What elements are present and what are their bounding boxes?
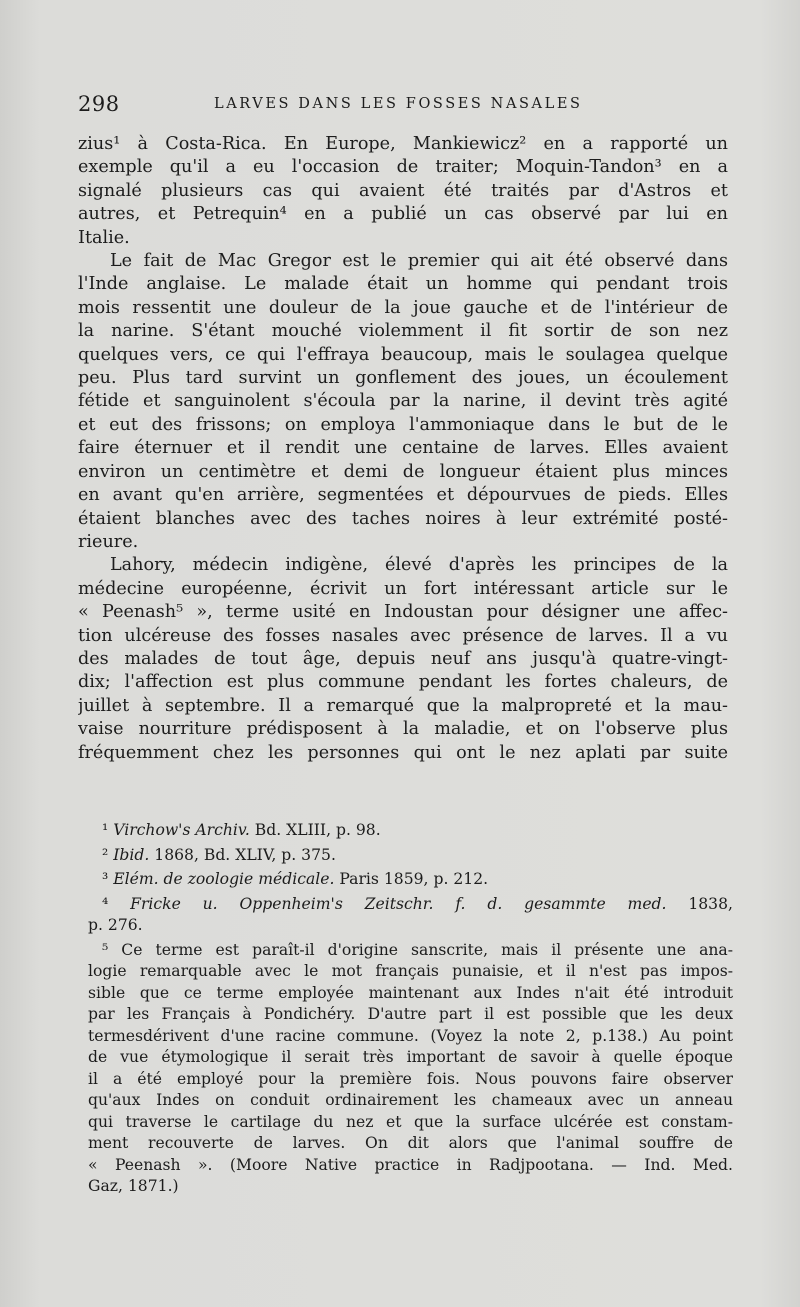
text-line: faire éternuer et il rendit une centaine de larves. Elles avaient [78,438,728,459]
footnote-title: Virchow's Archiv. [113,821,250,839]
footnote-4 [88,894,733,937]
paragraph-1 [78,133,728,250]
footnote-rest: 1868, Bd. XLIV, p. 375. [149,845,336,864]
text-line: fétide et sanguinolent s'écoula par la narine, il devint très agité [78,391,728,412]
footnote-rest: Bd. XLIII, p. 98. [249,821,381,839]
footnote-line: p. 276. [88,916,143,934]
text-line: exemple qu'il a eu l'occasion de traiter; Moquin-Tandon³ en a [78,157,728,178]
footnote-line: il a été employé pour la première fois. Nous pouvons faire observer [88,1069,733,1088]
text-line: Le fait de Mac Gregor est le premier qui ait été observé dans [110,251,728,272]
footnote-line: Gaz, 1871.) [88,1177,179,1195]
footnote-line: ment recouverte de larves. On dit alors que l'animal souffre de [88,1134,733,1152]
text-line: la narine. S'étant mouché violemment il fit sortir de son nez [78,321,728,342]
footnote-line [88,820,733,842]
footnote-mark: ¹ [102,821,109,839]
footnote-line [88,845,733,867]
text-line: mois ressentit une douleur de la joue gauche et de l'intérieur de [78,297,728,318]
page-header [78,92,738,122]
main-text [78,133,728,765]
text-line: quelques vers, ce qui l'effraya beaucoup, mais le soulagea quelque [78,344,728,365]
running-title: LARVES DANS LES FOSSES NASALES [214,96,583,112]
text-line: en avant qu'en arrière, segmentées et dépourvues de pieds. Elles [78,485,728,506]
footnotes [88,820,733,1201]
footnote-line: logie remarquable avec le mot français punaisie, et il n'est pas impos- [88,962,733,980]
footnote-title: Elém. de zoologie médicale. [113,870,335,888]
footnote-1 [88,820,733,842]
footnote-line: par les Français à Pondichéry. D'autre part il est possible que les deux [88,1005,733,1023]
footnote-3 [88,869,733,891]
text-line: tion ulcéreuse des fosses nasales avec présence de larves. Il a vu [78,625,728,646]
footnote-2 [88,845,733,867]
text-line: environ un centimètre et demi de longueur étaient plus minces [78,461,728,482]
text-line: juillet à septembre. Il a remarqué que la malpropreté et la mau- [78,695,728,716]
text-line: des malades de tout âge, depuis neuf ans jusqu'à quatre-vingt- [78,648,728,669]
text-line: zius¹ à Costa-Rica. En Europe, Mankiewicz² en a rapporté un [78,134,728,154]
footnote-line: qu'aux Indes on conduit ordinairement les chameaux avec un anneau [88,1091,733,1109]
text-line: et eut des frissons; on employa l'ammoniaque dans le but de le [78,414,728,435]
footnote-5 [88,940,733,1198]
text-line: fréquemment chez les personnes qui ont le nez aplati par suite [78,742,728,763]
footnote-title: Fricke u. Oppenheim's Zeitschr. f. d. gesammte med. [130,894,667,913]
footnote-title: Ibid. [113,845,150,864]
text-line: Italie. [78,227,130,248]
footnote-line: ⁵ Ce terme est paraît-il d'origine sanscrite, mais il présente une ana- [102,940,733,959]
footnote-line [88,894,733,916]
footnote-rest: 1838, [666,894,733,913]
text-line: rieure. [78,531,139,552]
text-line: peu. Plus tard survint un gonflement des joues, un écoulement [78,368,728,389]
text-line: dix; l'affection est plus commune pendant les fortes chaleurs, de [78,672,728,693]
footnote-mark: ³ [102,870,109,888]
paragraph-2 [78,250,728,554]
text-line: Lahory, médecin indigène, élevé d'après les principes de la [110,555,728,576]
text-line: « Peenash⁵ », terme usité en Indoustan pour désigner une affec- [78,602,728,623]
footnote-line: sible que ce terme employée maintenant aux Indes n'ait été introduit [88,983,733,1002]
text-line: l'Inde anglaise. Le malade était un homme qui pendant trois [78,274,728,295]
text-line: médecine européenne, écrivit un fort intéressant article sur le [78,578,728,599]
text-line: signalé plusieurs cas qui avaient été traités par d'Astros et [78,180,728,201]
footnote-line: « Peenash ». (Moore Native practice in Radjpootana. — Ind. Med. [88,1155,733,1174]
footnote-line: de vue étymologique il serait très important de savoir à quelle époque [88,1048,733,1066]
text-line: étaient blanches avec des taches noires à leur extrémité posté- [78,508,728,529]
footnote-line [88,869,733,891]
footnote-mark: ⁴ [102,894,109,913]
footnote-mark: ² [102,845,109,864]
page-number: 298 [78,92,120,116]
text-line: vaise nourriture prédisposent à la maladie, et on l'observe plus [78,719,728,740]
footnote-rest: Paris 1859, p. 212. [334,870,489,888]
text-line: autres, et Petrequin⁴ en a publié un cas observé par lui en [78,204,728,225]
paragraph-3 [78,554,728,765]
footnote-line: termesdérivent d'une racine commune. (Voyez la note 2, p.138.) Au point [88,1026,733,1045]
footnote-line: qui traverse le cartilage du nez et que la surface ulcérée est constam- [88,1112,733,1131]
